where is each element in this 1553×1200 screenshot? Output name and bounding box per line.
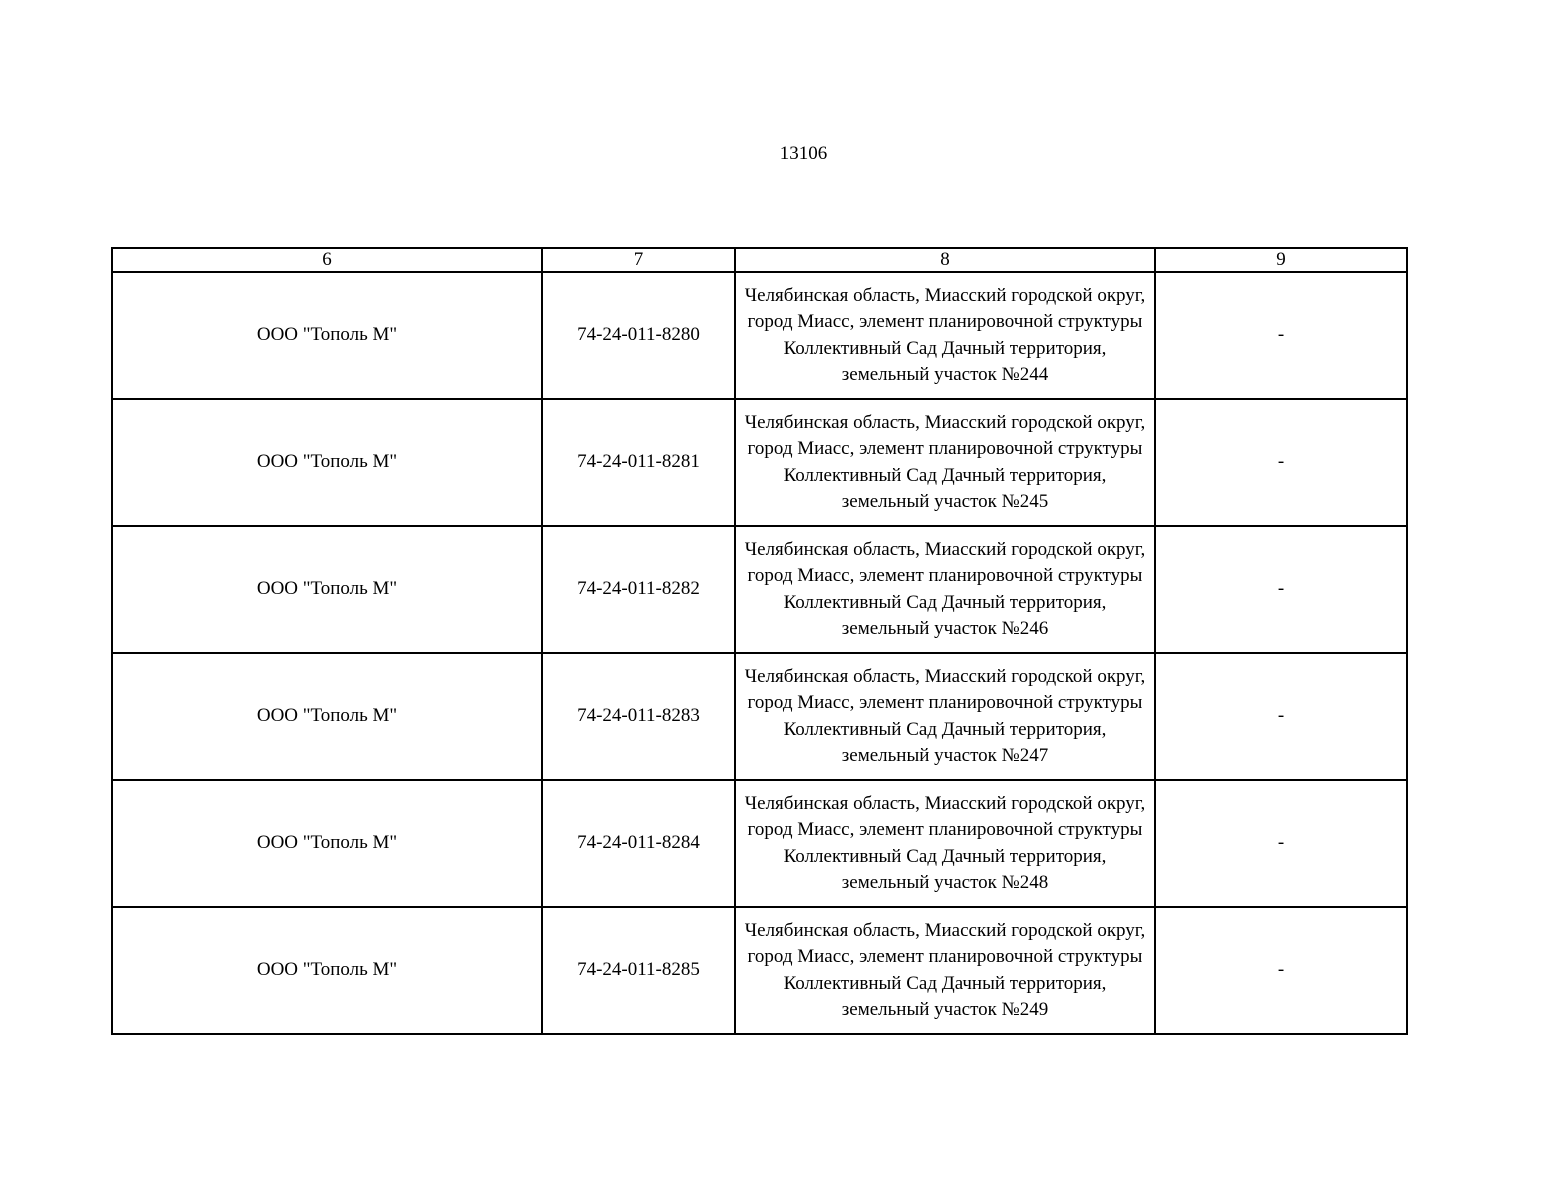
address-cell: Челябинская область, Миасский городской округ, город Миасс, элемент планировочной структуры Коллективный Сад Дачный территория, земельный участок №246 [735,526,1155,653]
cadastral-number-cell: 74-24-011-8284 [542,780,735,907]
header-cell-7: 7 [542,248,735,272]
header-cell-6: 6 [112,248,542,272]
cadastral-number-cell: 74-24-011-8285 [542,907,735,1034]
cadastral-number-cell: 74-24-011-8283 [542,653,735,780]
table-header [112,248,1407,272]
address-cell: Челябинская область, Миасский городской округ, город Миасс, элемент планировочной структуры Коллективный Сад Дачный территория, земельный участок №244 [735,272,1155,399]
owner-cell: ООО "Тополь М" [112,399,542,526]
table-body [112,272,1407,1034]
owner-cell: ООО "Тополь М" [112,780,542,907]
address-cell: Челябинская область, Миасский городской округ, город Миасс, элемент планировочной структуры Коллективный Сад Дачный территория, земельный участок №249 [735,907,1155,1034]
header-cell-9: 9 [1155,248,1407,272]
table-row [112,526,1407,653]
table-row [112,653,1407,780]
address-cell: Челябинская область, Миасский городской округ, город Миасс, элемент планировочной структуры Коллективный Сад Дачный территория, земельный участок №247 [735,653,1155,780]
data-table [111,247,1408,1035]
note-cell: - [1155,653,1407,780]
cadastral-number-cell: 74-24-011-8280 [542,272,735,399]
owner-cell: ООО "Тополь М" [112,653,542,780]
note-cell: - [1155,907,1407,1034]
page-number: 13106 [779,143,828,164]
table-row [112,399,1407,526]
note-cell: - [1155,780,1407,907]
owner-cell: ООО "Тополь М" [112,526,542,653]
table-row [112,780,1407,907]
address-cell: Челябинская область, Миасский городской округ, город Миасс, элемент планировочной структуры Коллективный Сад Дачный территория, земельный участок №248 [735,780,1155,907]
note-cell: - [1155,526,1407,653]
header-cell-8: 8 [735,248,1155,272]
header-row [112,248,1407,272]
owner-cell: ООО "Тополь М" [112,907,542,1034]
address-cell: Челябинская область, Миасский городской округ, город Миасс, элемент планировочной структуры Коллективный Сад Дачный территория, земельный участок №245 [735,399,1155,526]
note-cell: - [1155,399,1407,526]
owner-cell: ООО "Тополь М" [112,272,542,399]
note-cell: - [1155,272,1407,399]
cadastral-number-cell: 74-24-011-8282 [542,526,735,653]
table-row [112,907,1407,1034]
cadastral-number-cell: 74-24-011-8281 [542,399,735,526]
table-row [112,272,1407,399]
